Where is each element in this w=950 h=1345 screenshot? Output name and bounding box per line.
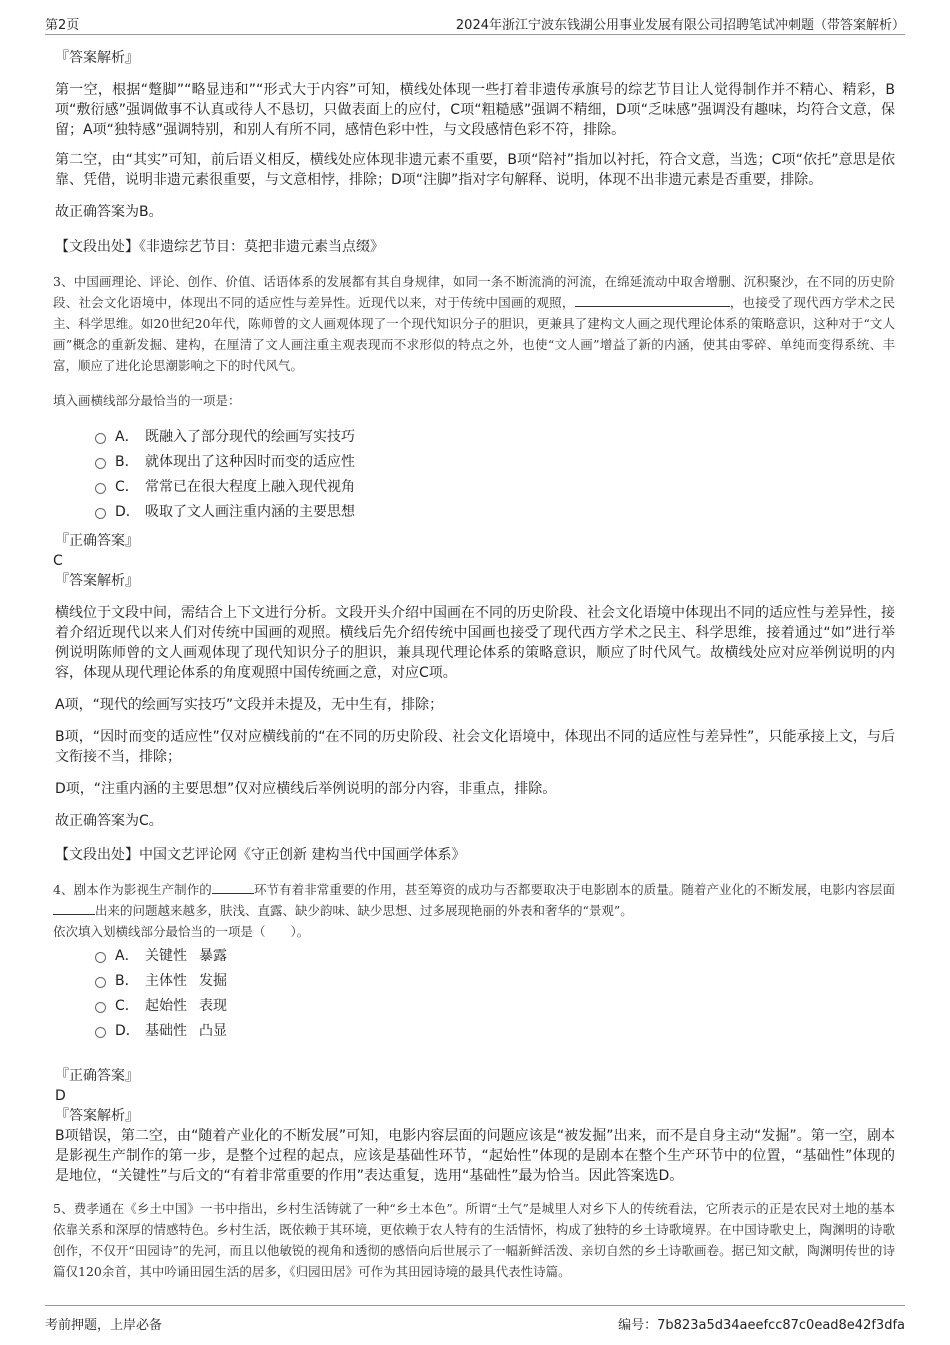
analysis-conclusion: 故正确答案为B。 [55,204,163,220]
option-b[interactable]: B． 就体现出了这种因时而变的适应性 [95,450,895,475]
option-a[interactable]: A． 关键性 暴露 [95,944,895,969]
fill-blank [53,901,95,915]
analysis-paragraph: 第一空，根据“蹩脚”“略显违和”“形式大于内容”可知，横线处体现一些打着非遗传承旗号的综艺节目让人觉得制作并不精心、精彩，B项“敷衍感”强调做事不认真或待人不恳切，只做表面上的应付，C项“粗糙感”强调不精细，D项“乏味感”强调没有趣味，均符合文意，保留；A项“独特感”强调特别，和别人有所不同，感情色彩中性，与文段感情色彩不符，排除。 [55,82,895,138]
question-stem: 5、费孝通在《乡土中国》一书中指出，乡村生活铸就了一种“乡土本色”。所谓“土气”是城里人对乡下人的传统看法，它所表示的正是农民对土地的基本依靠关系和深厚的情感特色。乡村生活，既依赖于其环境，更依赖于农人特有的生活情怀，构成了独特的乡土诗歌境界。在中国诗歌史上，陶渊明的诗歌创作，不仅开“田园诗”的先河，而且以他敏锐的视角和透彻的感悟向后世展示了一幅新鲜活泼、亲切自然的乡土诗歌画卷。据已知文献，陶渊明传世的诗篇仅120余首，其中吟诵田园生活的居多，《归园田居》可作为其田园诗境的最具代表性诗篇。 [53,1201,895,1279]
option-d[interactable]: D． 基础性 凸显 [95,1019,895,1044]
analysis-paragraph: D项，“注重内涵的主要思想”仅对应横线后举例说明的部分内容，非重点，排除。 [55,781,557,797]
document-id: 编号：7b823a5d34aeefcc87c0ead8e42f3dfa [618,1318,905,1333]
analysis-paragraph: 第二空，由“其实”可知，前后语义相反，横线处应体现非遗元素不重要，B项“陪衬”指加以衬托，符合文意，当选；C项“依托”意思是依靠、凭借，说明非遗元素很重要，与文意相悖，排除；D项“注脚”指对字句解释、说明，体现不出非遗元素是否重要，排除。 [55,152,895,188]
radio-icon[interactable] [95,952,106,963]
passage-source: 【文段出处】中国文艺评论网《守正创新 建构当代中国画学体系》 [55,847,466,863]
question-stem: 3、中国画理论、评论、创作、价值、话语体系的发展都有其自身规律，如同一条不断流淌的河流，在绵延流动中取舍增删、沉积聚沙，在不同的历史阶段、社会文化语境中，体现出不同的适应性与差异性。近现代以来，对于传统中国画的观照， ，也接受了现代西方学术之民主、科学思维。如20世纪20年代，陈师曾的文人画观体现了一个现代知识分子的胆识，更兼具了建构文人画之现代理论体系的策略意识，这种对于“文人画”概念的重新发掘、建构，在厘清了文人画注重主观表现而不求形似的特点之外，也使“文人画”增益了新的内涵，使其由零碎、单纯而变得系统、丰富，顺应了进化论思潮影响之下的时代风气。 [53,274,895,373]
option-c[interactable]: C． 起始性 表现 [95,994,895,1019]
page-number: 第2页 [45,18,80,33]
radio-icon[interactable] [95,977,106,988]
correct-answer: D [55,1088,66,1104]
options-list [95,944,895,1044]
correct-answer: C [53,553,63,569]
document-body [55,40,895,1282]
option-b[interactable]: B． 主体性 发掘 [95,969,895,994]
question-prompt: 依次填入划横线部分最恰当的一项是（ ）。 [53,924,310,939]
correct-answer-label: 『正确答案』 [55,533,139,549]
page-header [45,12,905,35]
radio-icon[interactable] [95,483,106,494]
options-list [95,425,895,525]
question-prompt: 填入画横线部分最恰当的一项是： [53,393,241,408]
footer-slogan: 考前押题，上岸必备 [45,1318,163,1333]
option-a[interactable]: A． 既融入了部分现代的绘画写实技巧 [95,425,895,450]
question-stem: 4、剧本作为影视生产制作的 环节有着非常重要的作用，甚至筹资的成功与否都要取决于电影剧本的质量。随着产业化的不断发展，电影内容层面出来的问题越来越多，肤浅、直露、缺少韵味、缺少思想、过多展现艳丽的外表和奢华的“景观”。 [53,882,895,918]
analysis-label: 『答案解析』 [55,573,139,589]
analysis-label: 『答案解析』 [55,1108,139,1124]
passage-source: 【文段出处】《非遗综艺节目：莫把非遗元素当点缀》 [55,239,384,255]
document-title: 2024年浙江宁波东钱湖公用事业发展有限公司招聘笔试冲刺题（带答案解析） [455,18,905,33]
fill-blank [212,880,254,894]
analysis-conclusion: 故正确答案为C。 [55,813,163,829]
analysis-paragraph: 横线位于文段中间，需结合上下文进行分析。文段开头介绍中国画在不同的历史阶段、社会文化语境中体现出不同的适应性与差异性，接着介绍近现代以来人们对传统中国画的观照。横线后先介绍传统中国画也接受了现代西方学术之民主、科学思维，接着通过“如”进行举例说明陈师曾的文人画观体现了现代知识分子的胆识，兼具现代理论体系的策略意识，顺应了时代风气。故横线处应对应举例说明的内容，体现从现代理论体系的角度观照中国传统画之意，对应C项。 [55,605,895,681]
fill-blank [575,293,730,307]
radio-icon[interactable] [95,508,106,519]
analysis-paragraph: A项，“现代的绘画写实技巧”文段并未提及，无中生有，排除； [55,697,444,713]
radio-icon[interactable] [95,458,106,469]
option-d[interactable]: D． 吸取了文人画注重内涵的主要思想 [95,500,895,525]
radio-icon[interactable] [95,433,106,444]
radio-icon[interactable] [95,1002,106,1013]
analysis-paragraph: B项错误，第二空，由“随着产业化的不断发展”可知，电影内容层面的问题应该是“被发掘”出来，而不是自身主动“发掘”。第一空，剧本是影视生产制作的第一步，是整个过程的起点，应该是基础性环节，“起始性”体现的是剧本在整个生产环节中的位置，“基础性”体现的是地位，“关键性”与后文的“有着非常重要的作用”表达重复，选用“基础性”最为恰当。因此答案选D。 [55,1128,895,1184]
analysis-label: 『答案解析』 [55,50,139,66]
analysis-paragraph: B项，“因时而变的适应性”仅对应横线前的“在不同的历史阶段、社会文化语境中，体现出不同的适应性与差异性”，只能承接上文，与后文衔接不当，排除； [55,729,895,765]
radio-icon[interactable] [95,1027,106,1038]
correct-answer-label: 『正确答案』 [55,1068,139,1084]
option-c[interactable]: C． 常常已在很大程度上融入现代视角 [95,475,895,500]
page-footer [45,1305,905,1333]
